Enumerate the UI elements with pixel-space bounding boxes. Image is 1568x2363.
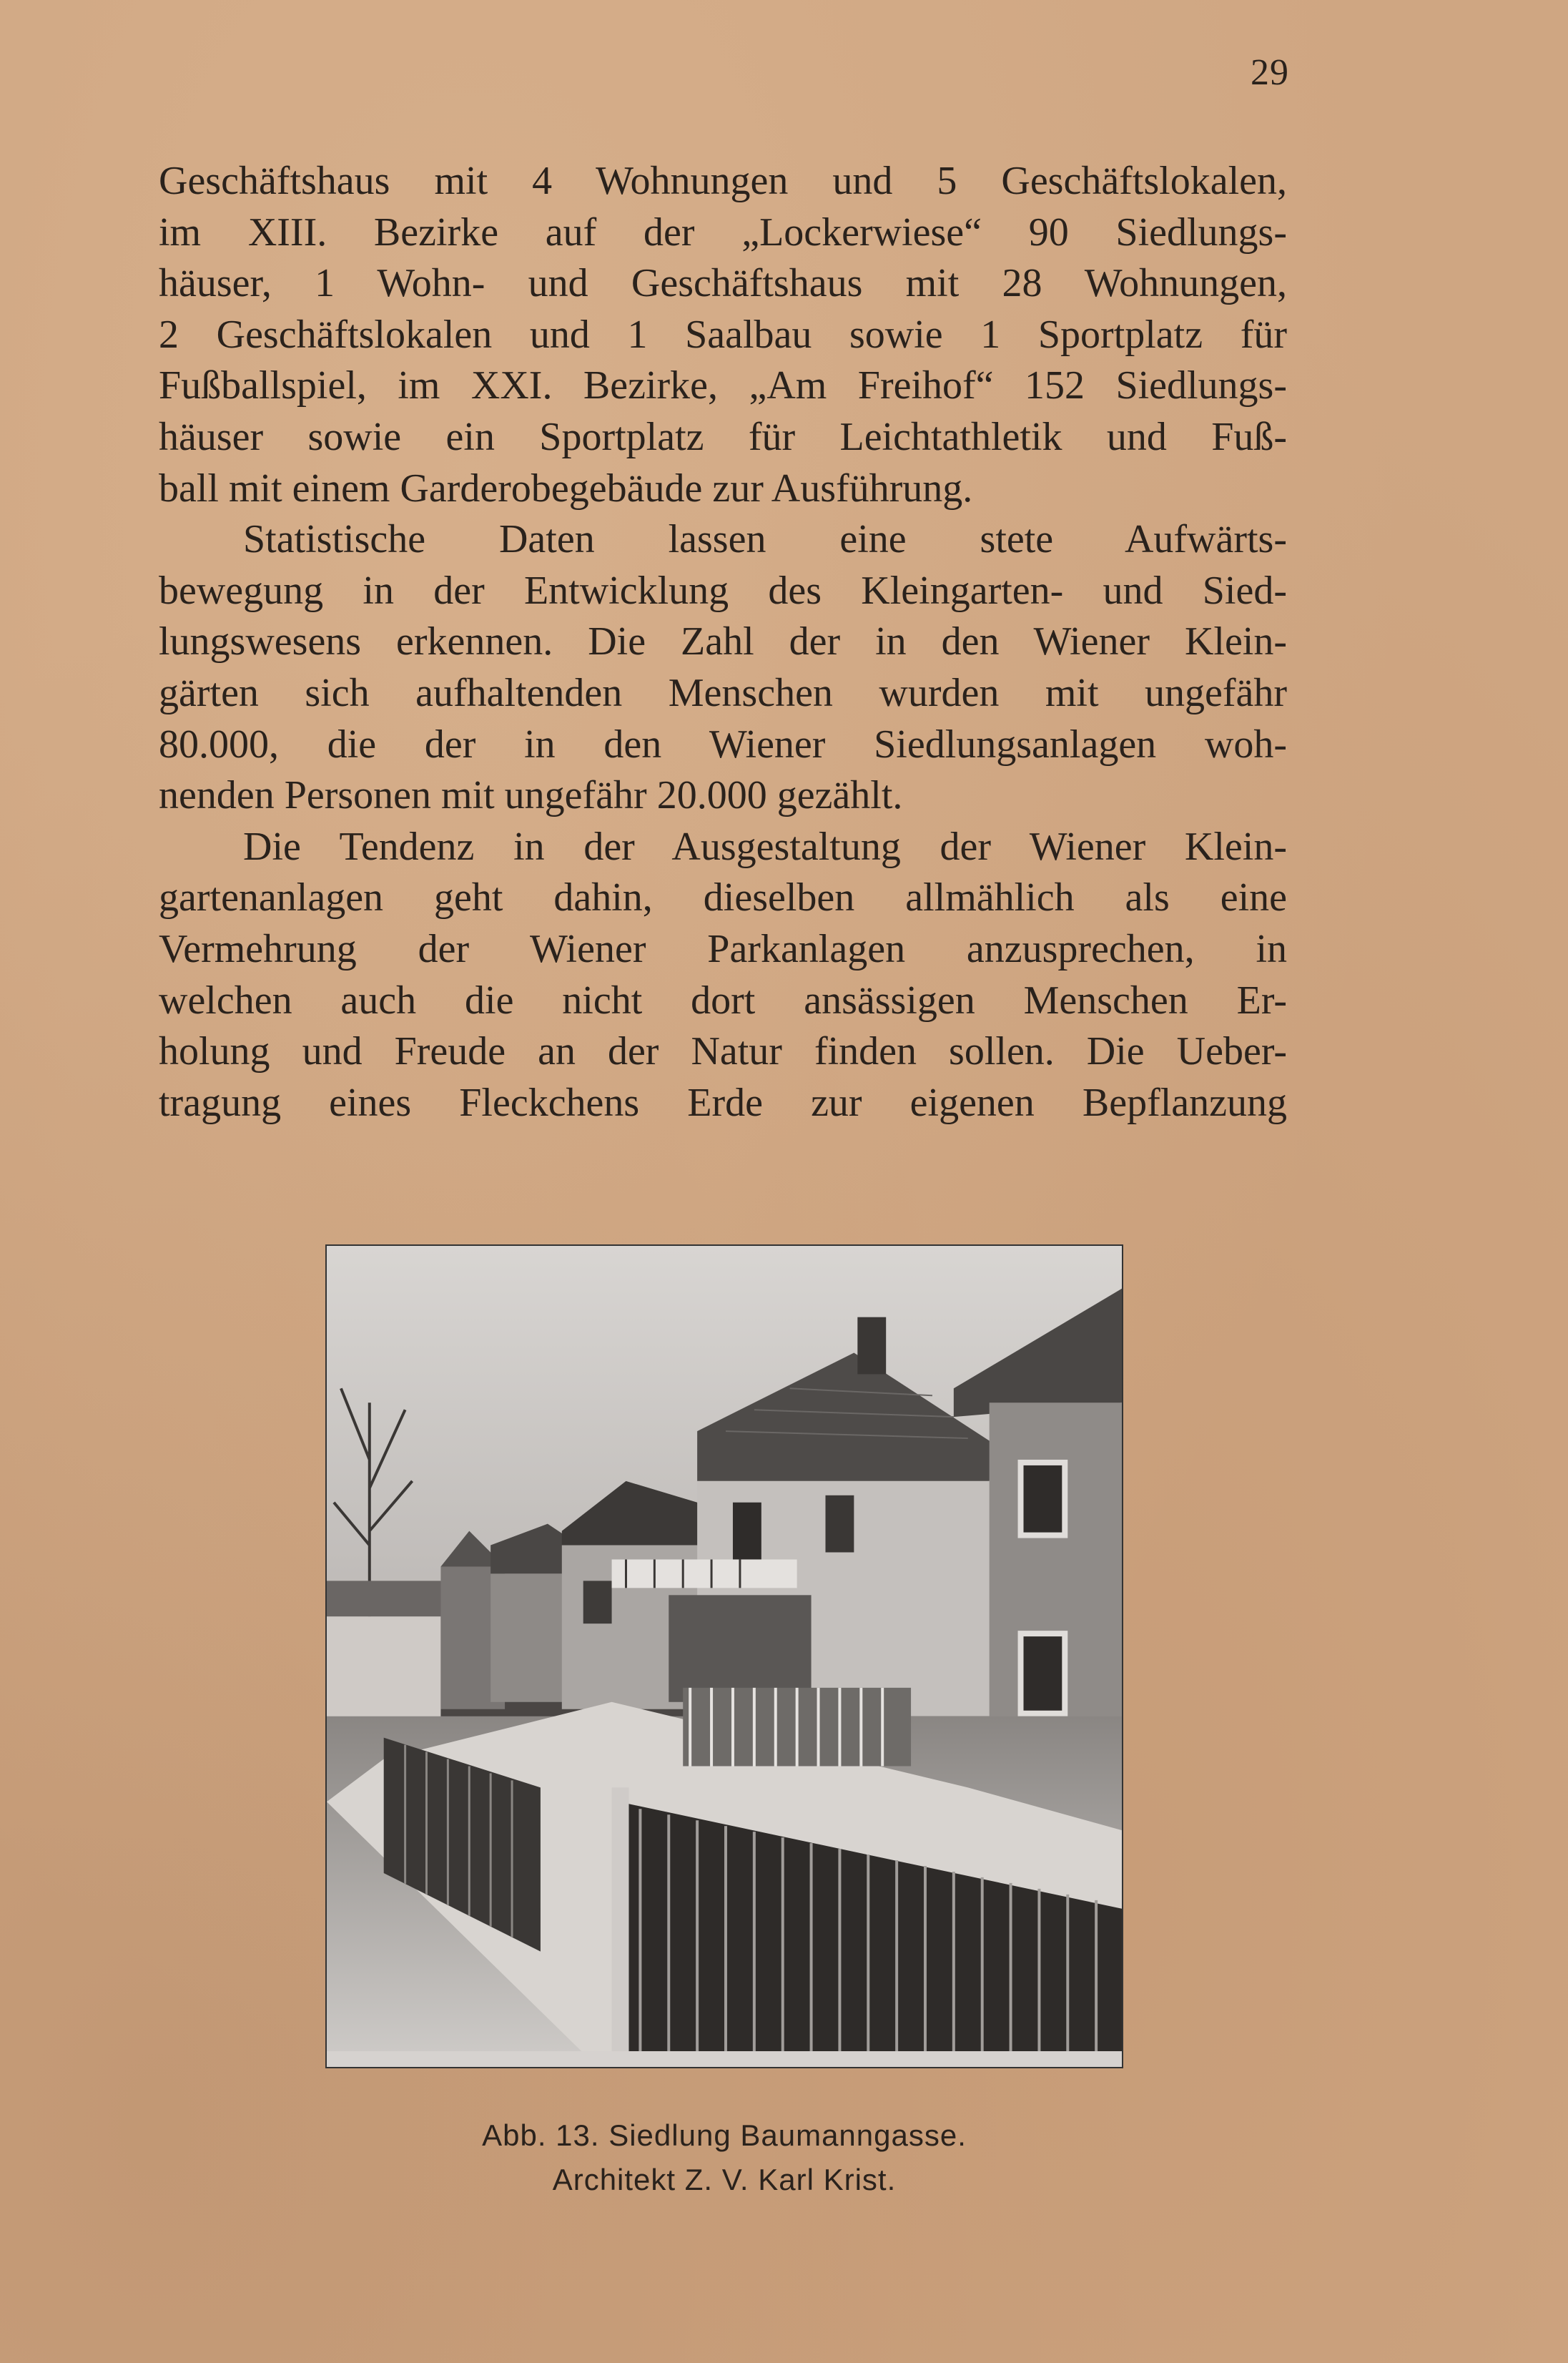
text-line: gartenanlagen geht dahin, dieselben allmählich als eine [159, 875, 1287, 920]
text-line: welchen auch die nicht dort ansässigen Menschen Er- [159, 978, 1287, 1023]
text-line: häuser, 1 Wohn- und Geschäftshaus mit 28 Wohnungen, [159, 261, 1287, 306]
text-line: 2 Geschäftslokalen und 1 Saalbau sowie 1 Sportplatz für [159, 312, 1287, 357]
caption-line-2: Architekt Z. V. Karl Krist. [552, 2163, 897, 2196]
page-number: 29 [1251, 52, 1289, 93]
figure-caption [325, 2113, 1123, 2202]
text-line: bewegung in der Entwicklung des Kleingarten- und Sied- [159, 568, 1287, 613]
text-line: Geschäftshaus mit 4 Wohnungen und 5 Geschäftslokalen, [159, 159, 1287, 203]
text-line: holung und Freude an der Natur finden sollen. Die Ueber- [159, 1029, 1287, 1074]
text-line: Statistische Daten lassen eine stete Aufwärts- [243, 517, 1287, 562]
text-line: häuser sowie ein Sportplatz für Leichtathletik und Fuß- [159, 414, 1287, 459]
text-line: 80.000, die der in den Wiener Siedlungsanlagen woh- [159, 722, 1287, 767]
text-line: Vermehrung der Wiener Parkanlagen anzusprechen, in [159, 926, 1287, 971]
text-line: nenden Personen mit ungefähr 20.000 gezählt. [159, 773, 903, 818]
text-line: im XIII. Bezirke auf der „Lockerwiese“ 90 Siedlungs- [159, 210, 1287, 255]
settlement-photo [325, 1244, 1123, 2068]
caption-line-1: Abb. 13. Siedlung Baumanngasse. [482, 2118, 967, 2152]
text-line: gärten sich aufhaltenden Menschen wurden mit ungefähr [159, 670, 1287, 715]
text-line: Die Tendenz in der Ausgestaltung der Wiener Klein- [243, 824, 1287, 869]
text-line: Fußballspiel, im XXI. Bezirke, „Am Freihof“ 152 Siedlungs- [159, 363, 1287, 408]
text-line: tragung eines Fleckchens Erde zur eigenen Bepflanzung [159, 1080, 1287, 1125]
photo-settlement-houses-icon [327, 1246, 1122, 2067]
text-line: ball mit einem Garderobegebäude zur Ausführung. [159, 466, 973, 511]
text-line: lungswesens erkennen. Die Zahl der in den Wiener Klein- [159, 619, 1287, 664]
body-text [159, 156, 1287, 1129]
